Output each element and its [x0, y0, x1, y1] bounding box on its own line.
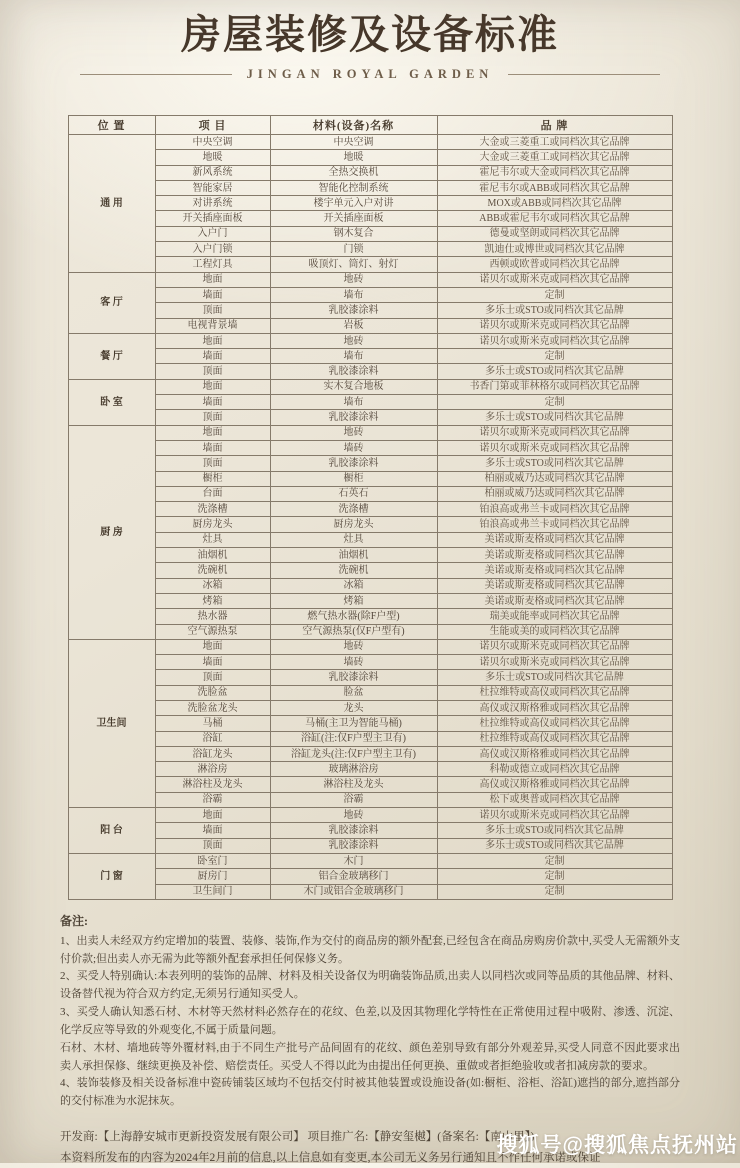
item-cell: 顶面: [155, 303, 270, 318]
brand-cell: 霍尼韦尔或大金或同档次其它品牌: [437, 165, 672, 180]
brand-cell: 西顿或欧普或同档次其它品牌: [437, 257, 672, 272]
table-row: [68, 211, 672, 226]
item-cell: 洗脸盆: [155, 685, 270, 700]
table-row: [68, 777, 672, 792]
table-row: [68, 150, 672, 165]
brand-cell: 诺贝尔或斯米克或同档次其它品牌: [437, 808, 672, 823]
material-cell: 智能化控制系统: [270, 180, 437, 195]
brand-cell: 美诺或斯麦格或同档次其它品牌: [437, 532, 672, 547]
material-cell: 浴缸(注:仅F户型主卫有): [270, 731, 437, 746]
item-cell: 地面: [155, 808, 270, 823]
material-cell: 浴缸龙头(注:仅F户型主卫有): [270, 746, 437, 761]
item-cell: 地面: [155, 425, 270, 440]
subtitle-row: [0, 67, 740, 82]
material-cell: 玻璃淋浴房: [270, 762, 437, 777]
standards-table: [68, 115, 673, 900]
table-row: [68, 135, 672, 150]
material-cell: 木门或铝合金玻璃移门: [270, 884, 437, 899]
brand-cell: 多乐士或STO或同档次其它品牌: [437, 303, 672, 318]
brand-cell: 科勒或德立或同档次其它品牌: [437, 762, 672, 777]
table-row: [68, 716, 672, 731]
material-cell: 中央空调: [270, 135, 437, 150]
disclaimer-line: 本资料所发布的内容为2024年2月前的信息,以上信息如有变更,本公司无义务另行通知且不作任何承诺或保证: [60, 1151, 601, 1164]
brand-cell: 诺贝尔或斯米克或同档次其它品牌: [437, 272, 672, 287]
item-cell: 热水器: [155, 609, 270, 624]
brand-cell: 定制: [437, 395, 672, 410]
material-cell: 墙布: [270, 287, 437, 302]
watermark: 搜狐号@搜狐焦点抚州站: [496, 1134, 738, 1157]
location-cell: 门 窗: [68, 853, 155, 899]
brand-cell: 定制: [437, 884, 672, 899]
material-cell: 钢木复合: [270, 226, 437, 241]
material-cell: 墙布: [270, 349, 437, 364]
item-cell: 顶面: [155, 410, 270, 425]
item-cell: 地面: [155, 379, 270, 394]
table-row: [68, 502, 672, 517]
table-row: [68, 456, 672, 471]
table-row: [68, 226, 672, 241]
notes-section: [60, 912, 680, 1111]
item-cell: 洗碗机: [155, 563, 270, 578]
brand-cell: 美诺或斯麦格或同档次其它品牌: [437, 593, 672, 608]
table-row: [68, 425, 672, 440]
item-cell: 顶面: [155, 456, 270, 471]
table-row: [68, 731, 672, 746]
brand-cell: 高仪或汉斯格雅或同档次其它品牌: [437, 700, 672, 715]
material-cell: 灶具: [270, 532, 437, 547]
material-cell: 地砖: [270, 333, 437, 348]
item-cell: 浴缸: [155, 731, 270, 746]
material-cell: 墙布: [270, 395, 437, 410]
item-cell: 墙面: [155, 395, 270, 410]
note-item: 3、买受人确认知悉石材、木材等天然材料必然存在的花纹、色差,以及因其物理化学特性在正常使用过程中吸附、渗透、沉淀、化学反应等导致的外观变化,不属于质量问题。: [60, 1006, 680, 1036]
table-row: [68, 349, 672, 364]
table-row: [68, 333, 672, 348]
table-row: [68, 746, 672, 761]
item-cell: 对讲系统: [155, 196, 270, 211]
table-row: [68, 593, 672, 608]
material-cell: 烤箱: [270, 593, 437, 608]
item-cell: 灶具: [155, 532, 270, 547]
document-header: [0, 0, 740, 82]
item-cell: 墙面: [155, 823, 270, 838]
location-cell: 厨 房: [68, 425, 155, 639]
item-cell: 厨房龙头: [155, 517, 270, 532]
item-cell: 淋浴房: [155, 762, 270, 777]
table-row: [68, 762, 672, 777]
brand-cell: 定制: [437, 349, 672, 364]
brand-cell: 多乐士或STO或同档次其它品牌: [437, 670, 672, 685]
location-cell: 客 厅: [68, 272, 155, 333]
location-cell: 餐 厅: [68, 333, 155, 379]
header-row: [68, 116, 672, 135]
item-cell: 油烟机: [155, 548, 270, 563]
material-cell: 冰箱: [270, 578, 437, 593]
item-cell: 中央空调: [155, 135, 270, 150]
table-row: [68, 410, 672, 425]
material-cell: 橱柜: [270, 471, 437, 486]
table-row: [68, 792, 672, 807]
material-cell: 实木复合地板: [270, 379, 437, 394]
note-item: 4、装饰装修及相关设备标准中瓷砖铺装区域均不包括交付时被其他装置或设施设备(如:橱柜、浴柜、浴缸)遮挡的部分,遮挡部分的交付标准为水泥抹灰。: [60, 1077, 680, 1108]
material-cell: 地砖: [270, 425, 437, 440]
table-row: [68, 808, 672, 823]
item-cell: 入户门锁: [155, 242, 270, 257]
table-row: [68, 318, 672, 333]
table-row: [68, 379, 672, 394]
brand-cell: 铂浪高或弗兰卡或同档次其它品牌: [437, 517, 672, 532]
table-row: [68, 532, 672, 547]
item-cell: 卧室门: [155, 853, 270, 868]
brand-cell: 高仪或汉斯格雅或同档次其它品牌: [437, 777, 672, 792]
note-item: 2、买受人特别确认:本表列明的装饰的品牌、材料及相关设备仅为明确装饰品质,出卖人以同档次或同等品质的其他品牌、材料、设备替代视为符合双方约定,无须另行通知买受人。: [60, 970, 680, 1001]
brand-cell: 美诺或斯麦格或同档次其它品牌: [437, 578, 672, 593]
item-cell: 马桶: [155, 716, 270, 731]
brand-cell: 美诺或斯麦格或同档次其它品牌: [437, 563, 672, 578]
table-row: [68, 853, 672, 868]
material-cell: 地砖: [270, 272, 437, 287]
table-row: [68, 655, 672, 670]
item-cell: 空气源热泵: [155, 624, 270, 639]
location-cell: 阳 台: [68, 808, 155, 854]
item-cell: 厨房门: [155, 869, 270, 884]
brand-cell: 书香门第或菲林格尔或同档次其它品牌: [437, 379, 672, 394]
table-row: [68, 609, 672, 624]
material-cell: 墙砖: [270, 440, 437, 455]
item-cell: 浴霸: [155, 792, 270, 807]
material-cell: 厨房龙头: [270, 517, 437, 532]
notes-list: [60, 933, 680, 1111]
material-cell: 乳胶漆涂料: [270, 838, 437, 853]
table-row: [68, 869, 672, 884]
page-subtitle: JINGAN ROYAL GARDEN: [246, 67, 494, 81]
subtitle-left-rule: [80, 74, 232, 75]
brand-cell: 美诺或斯麦格或同档次其它品牌: [437, 548, 672, 563]
table-row: [68, 395, 672, 410]
location-cell: 卧 室: [68, 379, 155, 425]
material-cell: 墙砖: [270, 655, 437, 670]
column-header: 材料(设备)名称: [270, 116, 437, 135]
location-cell: 卫生间: [68, 639, 155, 807]
table-row: [68, 364, 672, 379]
table-row: [68, 272, 672, 287]
item-cell: 顶面: [155, 838, 270, 853]
material-cell: 洗涤槽: [270, 502, 437, 517]
brand-cell: 定制: [437, 869, 672, 884]
brand-cell: 诺贝尔或斯米克或同档次其它品牌: [437, 639, 672, 654]
material-cell: 铝合金玻璃移门: [270, 869, 437, 884]
item-cell: 地面: [155, 272, 270, 287]
item-cell: 顶面: [155, 364, 270, 379]
material-cell: 马桶(主卫为智能马桶): [270, 716, 437, 731]
table-row: [68, 242, 672, 257]
page-title: 房屋装修及设备标准: [181, 12, 559, 57]
table-row: [68, 486, 672, 501]
table-row: [68, 471, 672, 486]
material-cell: 乳胶漆涂料: [270, 410, 437, 425]
brand-cell: MOX或ABB或同档次其它品牌: [437, 196, 672, 211]
item-cell: 墙面: [155, 349, 270, 364]
brand-cell: 多乐士或STO或同档次其它品牌: [437, 838, 672, 853]
brand-cell: 定制: [437, 287, 672, 302]
material-cell: 地砖: [270, 808, 437, 823]
table-row: [68, 670, 672, 685]
table-row: [68, 838, 672, 853]
brand-cell: 定制: [437, 853, 672, 868]
location-cell: 通 用: [68, 135, 155, 273]
brand-cell: 诺贝尔或斯米克或同档次其它品牌: [437, 425, 672, 440]
subtitle-right-rule: [508, 74, 660, 75]
item-cell: 淋浴柱及龙头: [155, 777, 270, 792]
material-cell: 龙头: [270, 700, 437, 715]
material-cell: 吸顶灯、筒灯、射灯: [270, 257, 437, 272]
table-row: [68, 639, 672, 654]
material-cell: 燃气热水器(除F户型): [270, 609, 437, 624]
brand-cell: 诺贝尔或斯米克或同档次其它品牌: [437, 333, 672, 348]
table-row: [68, 624, 672, 639]
material-cell: 门锁: [270, 242, 437, 257]
brand-cell: 柏丽或威乃达或同档次其它品牌: [437, 471, 672, 486]
brand-cell: 瑞美或能率或同档次其它品牌: [437, 609, 672, 624]
developer-line: 开发商:【上海静安城市更新投资发展有限公司】 项目推广名:【静安玺樾】(备案名:【南山里】): [60, 1130, 535, 1143]
table-row: [68, 563, 672, 578]
item-cell: 墙面: [155, 440, 270, 455]
brand-cell: 多乐士或STO或同档次其它品牌: [437, 823, 672, 838]
material-cell: 乳胶漆涂料: [270, 456, 437, 471]
table-row: [68, 287, 672, 302]
item-cell: 入户门: [155, 226, 270, 241]
item-cell: 洗脸盆龙头: [155, 700, 270, 715]
brand-cell: 德曼或坚朗或同档次其它品牌: [437, 226, 672, 241]
table-body: [68, 135, 672, 900]
item-cell: 地暖: [155, 150, 270, 165]
item-cell: 电视背景墙: [155, 318, 270, 333]
table-row: [68, 548, 672, 563]
table-row: [68, 517, 672, 532]
brand-cell: 松下或奥普或同档次其它品牌: [437, 792, 672, 807]
brand-cell: 高仪或汉斯格雅或同档次其它品牌: [437, 746, 672, 761]
note-item: 1、出卖人未经双方约定增加的装置、装修、装饰,作为交付的商品房的额外配套,已经包含在商品房购房价款中,买受人无需额外支付价款;但出卖人亦无需为此等额外配套承担任何保修义务。: [60, 934, 680, 965]
item-cell: 卫生间门: [155, 884, 270, 899]
material-cell: 脸盆: [270, 685, 437, 700]
brand-cell: 大金或三菱重工或同档次其它品牌: [437, 135, 672, 150]
table-row: [68, 700, 672, 715]
item-cell: 地面: [155, 333, 270, 348]
brand-cell: 铂浪高或弗兰卡或同档次其它品牌: [437, 502, 672, 517]
material-cell: 洗碗机: [270, 563, 437, 578]
column-header: 品 牌: [437, 116, 672, 135]
material-cell: 地暖: [270, 150, 437, 165]
material-cell: 乳胶漆涂料: [270, 670, 437, 685]
table-head: [68, 116, 672, 135]
material-cell: 空气源热泵(仅F户型有): [270, 624, 437, 639]
brand-cell: 杜拉维特或高仪或同档次其它品牌: [437, 685, 672, 700]
brand-cell: 杜拉维特或高仪或同档次其它品牌: [437, 731, 672, 746]
table-row: [68, 180, 672, 195]
item-cell: 冰箱: [155, 578, 270, 593]
material-cell: 开关插座面板: [270, 211, 437, 226]
item-cell: 智能家居: [155, 180, 270, 195]
brand-cell: 多乐士或STO或同档次其它品牌: [437, 456, 672, 471]
brand-cell: 诺贝尔或斯米克或同档次其它品牌: [437, 655, 672, 670]
brand-cell: 生能或美的或同档次其它品牌: [437, 624, 672, 639]
table-row: [68, 685, 672, 700]
column-header: 项 目: [155, 116, 270, 135]
material-cell: 地砖: [270, 639, 437, 654]
material-cell: 全热交换机: [270, 165, 437, 180]
table-row: [68, 884, 672, 899]
brand-cell: ABB或霍尼韦尔或同档次其它品牌: [437, 211, 672, 226]
table-row: [68, 257, 672, 272]
table-row: [68, 823, 672, 838]
material-cell: 乳胶漆涂料: [270, 823, 437, 838]
material-cell: 油烟机: [270, 548, 437, 563]
item-cell: 墙面: [155, 655, 270, 670]
item-cell: 橱柜: [155, 471, 270, 486]
table-row: [68, 440, 672, 455]
note-item: 石材、木材、墙地砖等外覆材料,由于不同生产批号产品间固有的花纹、颜色差别导致有部分外观差异,买受人同意不因此要求出卖人承担保修、继续更换及补偿、赔偿责任。买受人不得以此为由提出任何更换、重做或者拒绝验收或者扣减房款的要求。: [60, 1041, 680, 1072]
item-cell: 浴缸龙头: [155, 746, 270, 761]
brand-cell: 杜拉维特或高仪或同档次其它品牌: [437, 716, 672, 731]
brand-cell: 大金或三菱重工或同档次其它品牌: [437, 150, 672, 165]
item-cell: 洗涤槽: [155, 502, 270, 517]
brand-cell: 凯迪仕或博世或同档次其它品牌: [437, 242, 672, 257]
material-cell: 楼宇单元入户对讲: [270, 196, 437, 211]
table-row: [68, 578, 672, 593]
item-cell: 新风系统: [155, 165, 270, 180]
material-cell: 淋浴柱及龙头: [270, 777, 437, 792]
item-cell: 烤箱: [155, 593, 270, 608]
table-row: [68, 196, 672, 211]
item-cell: 工程灯具: [155, 257, 270, 272]
material-cell: 木门: [270, 853, 437, 868]
notes-heading: 备注:: [60, 913, 88, 928]
item-cell: 台面: [155, 486, 270, 501]
table-row: [68, 303, 672, 318]
brand-cell: 诺贝尔或斯米克或同档次其它品牌: [437, 440, 672, 455]
column-header: 位 置: [68, 116, 155, 135]
brand-cell: 诺贝尔或斯米克或同档次其它品牌: [437, 318, 672, 333]
table-row: [68, 165, 672, 180]
material-cell: 乳胶漆涂料: [270, 303, 437, 318]
material-cell: 乳胶漆涂料: [270, 364, 437, 379]
brand-cell: 多乐士或STO或同档次其它品牌: [437, 364, 672, 379]
brand-cell: 柏丽或威乃达或同档次其它品牌: [437, 486, 672, 501]
item-cell: 地面: [155, 639, 270, 654]
material-cell: 浴霸: [270, 792, 437, 807]
brand-cell: 霍尼韦尔或ABB或同档次其它品牌: [437, 180, 672, 195]
material-cell: 岩板: [270, 318, 437, 333]
item-cell: 开关插座面板: [155, 211, 270, 226]
material-cell: 石英石: [270, 486, 437, 501]
item-cell: 顶面: [155, 670, 270, 685]
item-cell: 墙面: [155, 287, 270, 302]
brand-cell: 多乐士或STO或同档次其它品牌: [437, 410, 672, 425]
